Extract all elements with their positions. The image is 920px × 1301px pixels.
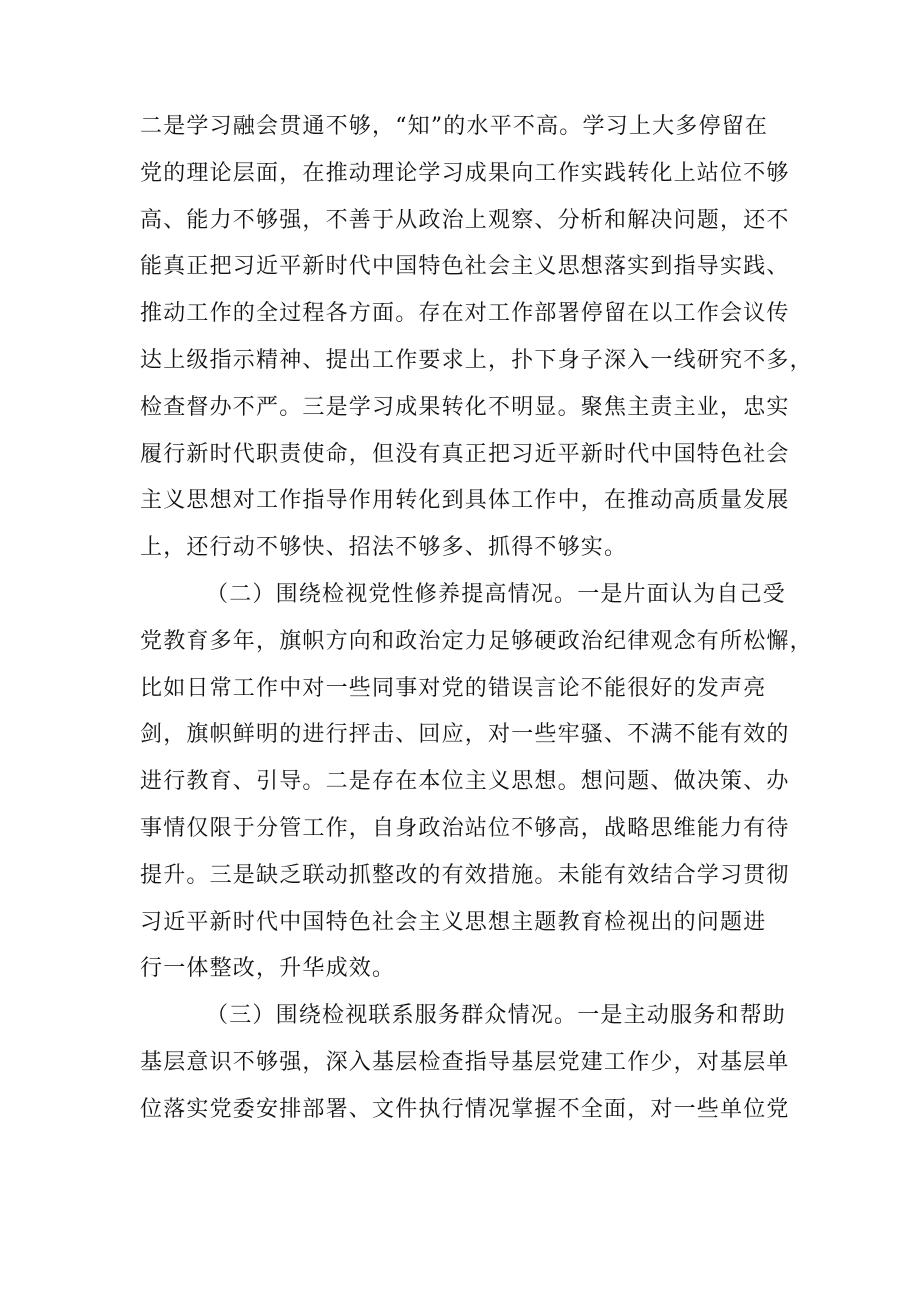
text-line: 习近平新时代中国特色社会主义思想主题教育检视出的问题进: [140, 909, 767, 935]
text-line: 进行教育、引导。二是存在本位主义思想。想问题、做决策、办: [140, 769, 790, 795]
paragraph-2: [140, 572, 813, 993]
paragraph-1: [140, 104, 813, 572]
text-line: 行一体整改，升华成效。: [140, 956, 396, 982]
text-line: 达上级指示精神、提出工作要求上，扑下身子深入一线研究不多，: [140, 347, 813, 373]
text-line: 党教育多年，旗帜方向和政治定力足够硬政治纪律观念有所松懈，: [140, 628, 813, 654]
text-line: 主义思想对工作指导作用转化到具体工作中，在推动高质量发展: [140, 488, 790, 514]
text-line: 高、能力不够强，不善于从政治上观察、分析和解决问题，还不: [140, 207, 790, 233]
text-line: 履行新时代职责使命，但没有真正把习近平新时代中国特色社会: [140, 441, 790, 467]
text-line: 事情仅限于分管工作，自身政治站位不够高，战略思维能力有待: [140, 815, 790, 841]
text-line: （二）围绕检视党性修养提高情况。一是片面认为自己受: [206, 581, 787, 607]
paragraph-3: [140, 993, 800, 1133]
text-line: （三）围绕检视联系服务群众情况。一是主动服务和帮助: [206, 1003, 787, 1029]
text-line: 推动工作的全过程各方面。存在对工作部署停留在以工作会议传: [140, 301, 790, 327]
text-line: 上，还行动不够快、招法不够多、抓得不够实。: [140, 535, 628, 561]
document-body: [140, 104, 813, 1134]
text-line: 能真正把习近平新时代中国特色社会主义思想落实到指导实践、: [140, 254, 790, 280]
text-line: 党的理论层面，在推动理论学习成果向工作实践转化上站位不够: [140, 160, 790, 186]
text-line: 位落实党委安排部署、文件执行情况掌握不全面，对一些单位党: [140, 1096, 790, 1122]
text-line: 提升。三是缺乏联动抓整改的有效措施。未能有效结合学习贯彻: [140, 862, 790, 888]
text-line: 剑，旗帜鲜明的进行抨击、回应，对一些牢骚、不满不能有效的: [140, 722, 790, 748]
text-line: 比如日常工作中对一些同事对党的错误言论不能很好的发声亮: [140, 675, 767, 701]
text-line: 检查督办不严。三是学习成果转化不明显。聚焦主责主业，忠实: [140, 394, 790, 420]
text-line: 基层意识不够强，深入基层检查指导基层党建工作少，对基层单: [140, 1049, 790, 1075]
text-line: 二是学习融会贯通不够，“知”的水平不高。学习上大多停留在: [140, 114, 769, 139]
